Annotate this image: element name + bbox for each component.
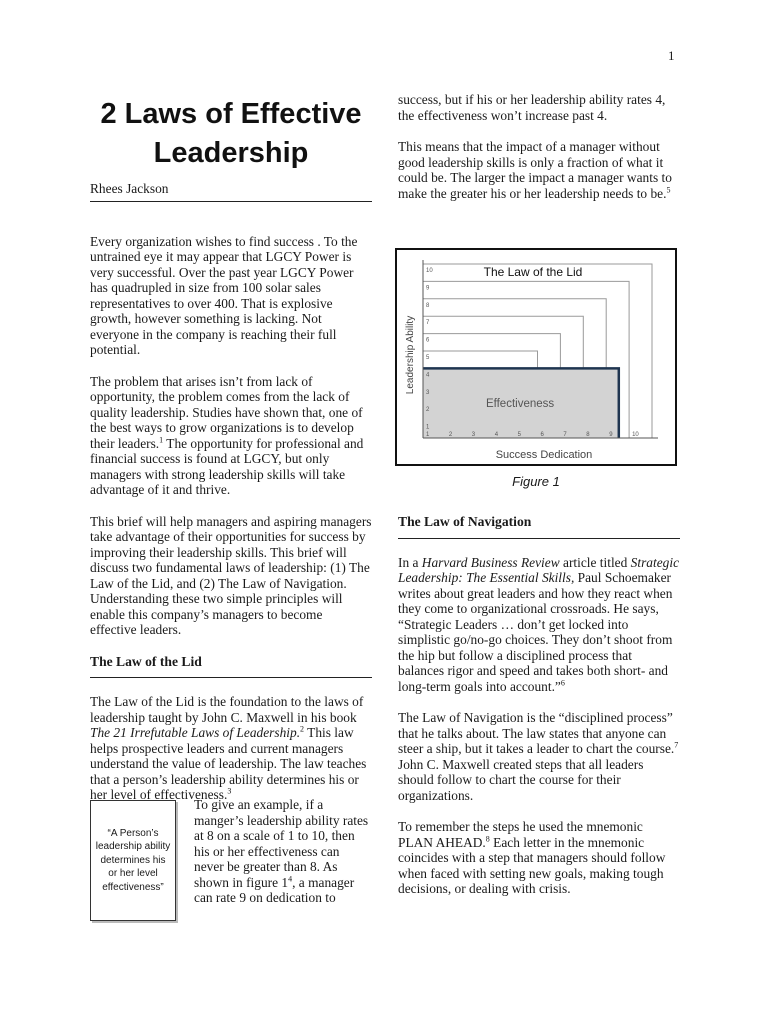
right-column [398, 92, 680, 217]
page-number: 1 [668, 48, 675, 63]
section-heading-law-of-navigation: The Law of Navigation [398, 514, 680, 539]
y-tick-label: 9 [426, 285, 430, 292]
pull-quote-text: “A Person’s leadership ability determines his or her level effectiveness” [95, 827, 171, 893]
navigation-section [398, 514, 680, 913]
effectiveness-label: Effectiveness [485, 398, 555, 411]
nav-p2-text-b: John C. Maxwell created steps that all leaders should follow to chart the course for their organizations. [398, 756, 644, 803]
footnote-ref: 4 [288, 874, 293, 884]
figure-caption: Figure 1 [512, 474, 560, 489]
journal-title: Harvard Business Review [421, 554, 560, 570]
example-paragraph [194, 797, 372, 906]
pull-quote-box [90, 800, 176, 921]
right-paragraph-1: success, but if his or her leadership ability rates 4, the effectiveness won’t increase past 4. [398, 92, 666, 123]
figure-1-chart [395, 248, 677, 466]
footnote-ref: 5 [666, 185, 671, 195]
x-tick-label: 10 [632, 432, 639, 438]
x-tick-label: 7 [563, 432, 567, 438]
example-text: To give an example, if a manger’s leadership ability rates at 8 on a scale of 1 to 10, then his or her effectiveness can never be greater than 8. As shown in figure 1 [194, 797, 369, 890]
y-tick-label: 5 [426, 355, 430, 361]
nav-paragraph-3 [398, 819, 680, 897]
nav-p3-text: To remember the steps he used the mnemonic PLAN AHEAD. [398, 819, 643, 850]
y-tick-label: 10 [426, 268, 433, 274]
intro-paragraph-3: This brief will help managers and aspiring managers take advantage of their opportunities for success by improving their leadership skills. This brief will discuss two fundamental laws of leadership: (1) The Law of the Lid, and (2) The Law of Navigation. Understanding these two simple principles will enable this company’s managers to become effective leaders. [90, 513, 372, 637]
lid-p1-text: The Law of the Lid is the foundation to the laws of leadership taught by John C. Maxwell in his book [90, 694, 364, 725]
nav-p2-text: The Law of Navigation is the “disciplined process” that he talks about. The law states that anyone can steer a ship, but it takes a leader to chart the course. [398, 710, 675, 756]
article-title: Strategic Leadership: The Essential Skills, [398, 554, 680, 585]
book-title: The 21 Irrefutable Laws of Leadership. [90, 725, 301, 740]
x-axis-label: Success Dedication [495, 449, 593, 461]
left-column [90, 95, 372, 819]
y-tick-label: 8 [426, 302, 430, 309]
y-tick-label: 4 [426, 372, 430, 379]
nav-p1-text-b: article titled [559, 554, 631, 570]
x-tick-label: 2 [448, 432, 453, 438]
x-tick-label: 6 [540, 432, 544, 438]
author-name: Rhees Jackson [90, 181, 372, 202]
x-tick-label: 1 [426, 432, 430, 438]
nav-p1-text: In a [398, 554, 422, 570]
lid-paragraph-1 [90, 694, 372, 803]
y-tick-label: 6 [426, 337, 430, 344]
footnote-ref: 7 [674, 740, 679, 750]
nav-p1-text-c: Paul Schoemaker writes about great leaders and how they react when they come to organizational crossroads. He says, “Strategic Leaders … don’t get locked into simplistic go/no-go choices. They don’t shoot from the hip but follow a disciplined process that balances rigor and speed and takes both short- and long-term goals into account.” [398, 570, 673, 694]
law-of-lid-chart [397, 250, 675, 464]
footnote-ref: 6 [560, 678, 565, 688]
lid-p1-text-b: This law helps prospective leaders and current managers understand the value of leadership. The law teaches that a person’s leadership ability determines his or her level of effectiveness. [90, 725, 367, 802]
y-axis-label: Leadership Ability [405, 315, 416, 395]
footnote-ref: 3 [227, 786, 232, 796]
nav-paragraph-2 [398, 710, 680, 803]
x-tick-label: 8 [586, 432, 590, 438]
footnote-ref: 1 [159, 435, 164, 445]
nav-paragraph-1 [398, 555, 680, 695]
x-tick-label: 4 [494, 432, 499, 438]
x-tick-label: 9 [609, 432, 613, 438]
intro-p2-text: The problem that arises isn’t from lack of opportunity, the problem comes from the lack of quality leadership. Studies have shown that, one of the best ways to grow organizations is to develop their leaders. [90, 373, 363, 451]
right-p2-text: This means that the impact of a manager without good leadership skills is only a fraction of what it could be. The larger the impact a manager wants to make the greater his or her leadership needs to be. [398, 139, 672, 201]
nav-p3-text-b: Each letter in the mnemonic coincides with a step that managers should follow when faced with setting new goals, making tough decisions, or dealing with crisis. [398, 834, 666, 896]
title-line-1: 2 Laws of Effective [100, 98, 362, 130]
chart-title: The Law of the Lid [483, 265, 583, 279]
example-text-b: , a manager can rate 9 on dedication to [194, 874, 355, 905]
section-heading-law-of-lid: The Law of the Lid [90, 654, 372, 679]
y-tick-label: 2 [426, 407, 430, 414]
document-title [90, 95, 372, 173]
y-tick-label: 1 [426, 424, 430, 431]
y-tick-label: 7 [426, 320, 430, 327]
intro-p2-text-b: The opportunity for professional and financial success is found at LGCY, but only managers with strong leadership skills will take advantage of it and thrive. [90, 435, 364, 497]
right-paragraph-2 [398, 139, 680, 201]
x-tick-label: 5 [517, 432, 521, 438]
footnote-ref: 8 [485, 834, 490, 844]
title-line-2: Leadership [153, 137, 309, 169]
footnote-ref: 2 [300, 724, 305, 734]
x-tick-label: 3 [471, 432, 476, 438]
intro-paragraph-2 [90, 374, 372, 498]
intro-paragraph-1: Every organization wishes to find success . To the untrained eye it may appear that LGCY Power is very successful. Over the past year LGCY Power has quadrupled in size from 100 solar sales representatives to over 400. That is explosive growth, however something is lacking. Not everyone in the company is reaching their full potential. [90, 233, 358, 357]
y-tick-label: 3 [426, 389, 430, 396]
